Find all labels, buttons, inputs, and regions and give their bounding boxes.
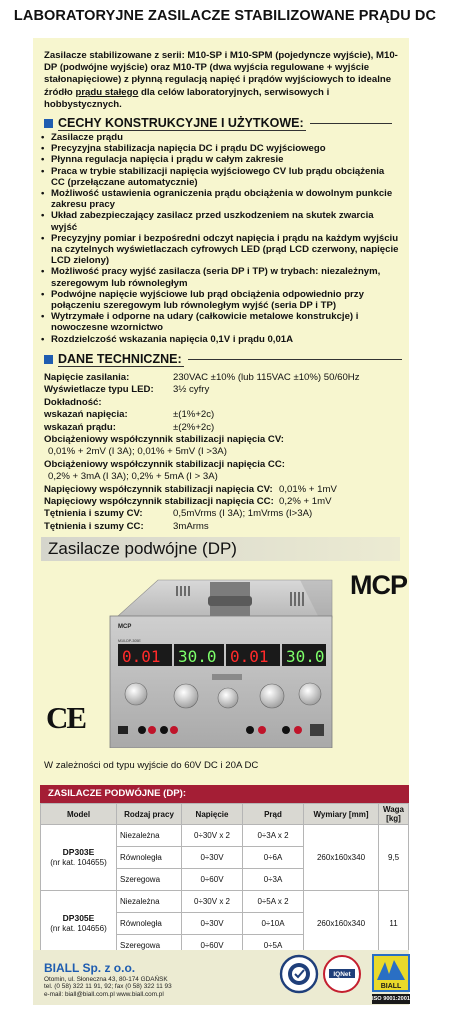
display-current-2: 0.01 — [230, 647, 269, 666]
spec-value: 0,01% + 2mV (I 3A); 0,01% + 5mV (I >3A) — [48, 446, 227, 458]
iso-badge: ISO 9001:2001 — [372, 996, 410, 1002]
voltage-cell: 0÷30V — [182, 913, 243, 935]
model-cell — [41, 825, 117, 891]
voltage-cell: 0÷60V — [182, 935, 243, 957]
contact-line: tel. (0 58) 322 11 91, 92; fax (0 58) 322 11 93 — [44, 983, 172, 991]
iqnet-certificate-logo — [321, 954, 363, 994]
biall-logo-text: BIALL — [380, 983, 402, 990]
biall-logo-icon — [372, 954, 410, 992]
spec-label: Obciążeniowy współczynnik stabilizacji napięcia CC: — [44, 458, 285, 470]
catalog-number: (nr kat. 104655) — [50, 858, 107, 867]
specs-block — [44, 372, 400, 533]
column-header: Prąd — [243, 804, 304, 825]
models-table — [40, 803, 409, 957]
web-line: e-mail: biall@biall.com.pl www.biall.com.pl — [44, 990, 164, 998]
current-cell: 0÷5A x 2 — [243, 891, 304, 913]
intro-underlined: prądu stałego — [75, 86, 139, 98]
brand-logo: MCP — [350, 570, 407, 600]
mode-cell: Równoległa — [117, 847, 182, 869]
intro-text-2: dla celów laboratoryjnych, serwisowych i hobbystycznych. — [44, 86, 330, 110]
feature-item: • Wytrzymałe i odporne na udary (całkowicie metalowe konstrukcje) i nowoczesne wzornictwo — [40, 311, 400, 333]
current-cell: 0÷3A x 2 — [243, 825, 304, 847]
display-current-1: 0.01 — [122, 647, 161, 666]
device-brand-label: MCP — [118, 624, 132, 630]
table-header-row — [41, 804, 409, 825]
spec-value: 3½ cyfry — [173, 384, 210, 396]
spec-value: ±(1%+2c) — [173, 409, 215, 421]
company-address — [44, 976, 172, 998]
spec-label: Wyświetlacze typu LED: — [44, 384, 154, 396]
spec-value: 0,2% + 3mA (I 3A); 0,2% + 5mA (I > 3A) — [48, 471, 218, 483]
square-bullet-icon — [44, 119, 53, 128]
current-cell: 0÷10A — [243, 913, 304, 935]
dimensions-cell: 260x160x340 — [304, 891, 379, 957]
intro-paragraph — [44, 50, 400, 111]
current-cell: 0÷5A — [243, 935, 304, 957]
spec-value: ±(2%+2c) — [173, 421, 215, 433]
current-cell: 0÷6A — [243, 847, 304, 869]
mode-cell: Szeregowa — [117, 869, 182, 891]
square-bullet-icon — [44, 355, 53, 364]
feature-item: • Możliwość ustawienia ograniczenia prądu obciążenia w dowolnym punkcie zakresu pracy — [40, 188, 400, 210]
table-heading: ZASILACZE PODWÓJNE (DP): — [40, 785, 409, 803]
voltage-cell: 0÷60V — [182, 869, 243, 891]
specs-heading-label: DANE TECHNICZNE: — [58, 352, 182, 366]
voltage-cell: 0÷30V — [182, 847, 243, 869]
spec-value: 3mArms — [173, 520, 209, 532]
weight-cell: 11 — [379, 891, 409, 957]
model-name: DP303E — [62, 847, 95, 857]
iqnet-label: IQNet — [333, 971, 351, 978]
spec-label: Napięciowy współczynnik stabilizacji napięcia CV: — [44, 483, 273, 495]
spec-value: 0,5mVrms (I 3A); 1mVrms (I>3A) — [173, 508, 313, 520]
table-row — [41, 825, 409, 847]
device-model-label: M10-DP-305E — [118, 639, 141, 643]
spec-label: Dokładność: — [44, 396, 102, 408]
column-header: Wymiary [mm] — [304, 804, 379, 825]
table-row — [41, 891, 409, 913]
mode-cell: Niezależna — [117, 891, 182, 913]
catalog-number: (nr kat. 104656) — [50, 924, 107, 933]
feature-item: • Zasilacze prądu — [40, 132, 400, 143]
features-heading-label: CECHY KONSTRUKCYJNE I UŻYTKOWE: — [58, 116, 304, 130]
heading-rule — [310, 123, 392, 124]
address-line: Otomin, ul. Słoneczna 43, 80-174 GDAŃSK — [44, 976, 168, 983]
feature-item: • Praca w trybie stabilizacji napięcia wyjściowego CV lub prądu obciążenia CC (przełączane automatycznie) — [40, 166, 400, 188]
model-cell — [41, 891, 117, 957]
column-header: Rodzaj pracy — [117, 804, 182, 825]
feature-item: • Możliwość pracy wyjść zasilacza (seria DP i TP) w trybach: niezależnym, szeregowym lub równoległym — [40, 266, 400, 288]
mode-cell: Szeregowa — [117, 935, 182, 957]
feature-item: • Precyzyjna stabilizacja napięcia DC i prądu DC wyjściowego — [40, 143, 400, 154]
output-note: W zależności od typu wyjście do 60V DC i 20A DC — [44, 760, 259, 771]
power-supply-image — [100, 578, 338, 748]
display-voltage-2: 30.0 — [286, 647, 325, 666]
page-header: LABORATORYJNE ZASILACZE STABILIZOWANE PRĄDU DC — [13, 8, 437, 24]
specs-heading — [44, 352, 402, 367]
spec-label: Obciążeniowy współczynnik stabilizacji napięcia CV: — [44, 434, 284, 446]
spec-value: 230VAC ±10% (lub 115VAC ±10%) 50/60Hz — [173, 372, 360, 383]
feature-item: • Rozdzielczość wskazania napięcia 0,1V i prądu 0,01A — [40, 334, 400, 345]
weight-cell: 9,5 — [379, 825, 409, 891]
heading-rule — [188, 359, 402, 360]
spec-value: 0,2% + 1mV — [279, 496, 332, 508]
dimensions-cell: 260x160x340 — [304, 825, 379, 891]
feature-item: • Płynna regulacja napięcia i prądu w całym zakresie — [40, 154, 400, 165]
feature-item: • Precyzyjny pomiar i bezpośredni odczyt napięcia i prądu na każdym wyjściu na czytelnych wyświetlaczach cyfrowych LED (prąd LCD czerwony, napięcie LCD zielony) — [40, 233, 400, 267]
spec-label: Napięciowy współczynnik stabilizacji napięcia CC: — [44, 496, 274, 508]
spec-label: Tętnienia i szumy CV: — [44, 508, 143, 520]
voltage-cell: 0÷30V x 2 — [182, 891, 243, 913]
mode-cell: Niezależna — [117, 825, 182, 847]
features-list — [40, 132, 400, 345]
certification-seal-icon — [279, 954, 319, 994]
features-heading — [44, 116, 392, 131]
product-title: Zasilacze podwójne (DP) — [41, 537, 400, 561]
column-header: Waga [kg] — [379, 804, 409, 825]
display-voltage-1: 30.0 — [178, 647, 217, 666]
spec-value: 0,01% + 1mV — [279, 483, 337, 495]
intro-text-1: Zasilacze stabilizowane z serii: M10-SP i M10-SPM (pojedyncze wyjście), M10-DP (podwójne wyjście) oraz M10-TP (dwa wyjścia regulowane + wyjście stałonapięciowe) z płynną regulacją napięć i prądów wyjściowych to idealne źródło — [44, 50, 398, 98]
current-cell: 0÷3A — [243, 869, 304, 891]
voltage-cell: 0÷30V x 2 — [182, 825, 243, 847]
model-name: DP305E — [62, 913, 95, 923]
spec-label: Napięcie zasilania: — [44, 372, 130, 383]
ce-mark-logo: CE — [46, 700, 86, 735]
column-header: Model — [41, 804, 117, 825]
spec-label: wskazań prądu: — [44, 421, 116, 433]
spec-label: wskazań napięcia: — [44, 409, 128, 421]
spec-label: Tętnienia i szumy CC: — [44, 520, 144, 532]
mode-cell: Równoległa — [117, 913, 182, 935]
feature-item: • Podwójne napięcie wyjściowe lub prąd obciążenia odpowiednio przy połączeniu szeregowym lub równoległym wyjść (seria DP i TP) — [40, 289, 400, 311]
feature-item: • Układ zabezpieczający zasilacz przed uszkodzeniem na skutek zwarcia wyjść — [40, 210, 400, 232]
company-name: BIALL Sp. z o.o. — [44, 961, 136, 975]
column-header: Napięcie — [182, 804, 243, 825]
